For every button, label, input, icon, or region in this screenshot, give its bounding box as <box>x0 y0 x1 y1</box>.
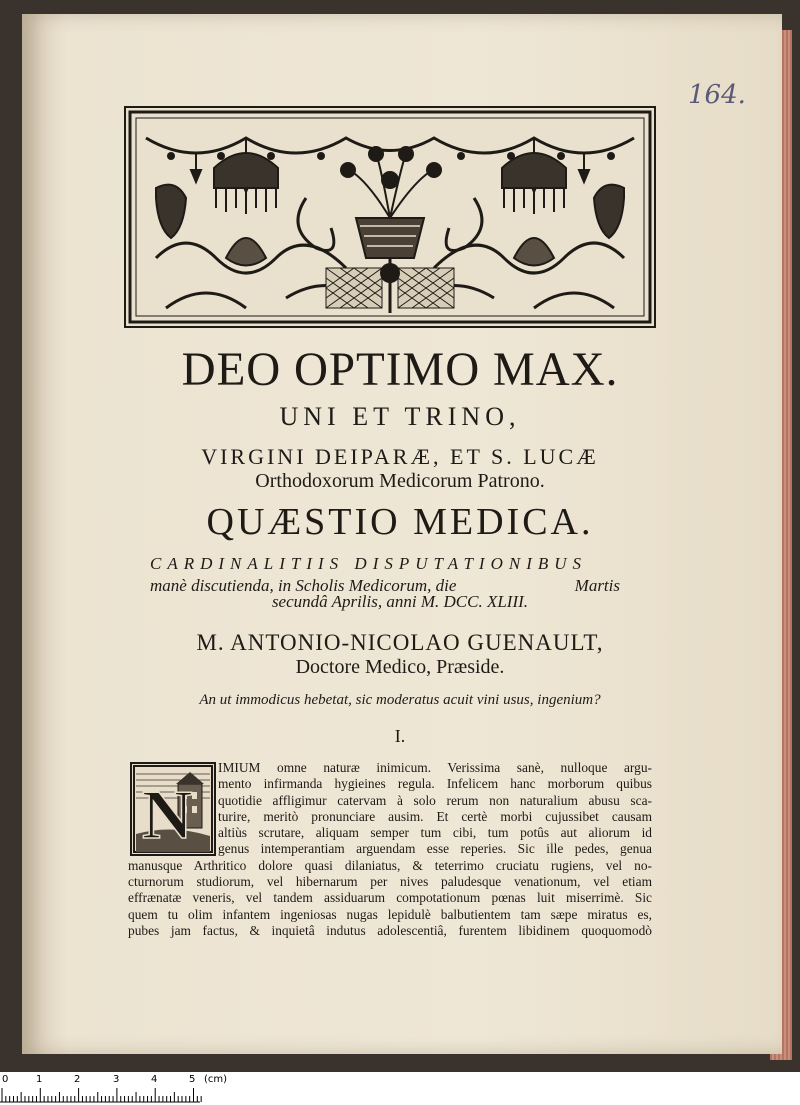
body-text <box>128 760 652 939</box>
body-line: turire, meritò pronunciare ausim. Et certè morbi cujussibet causam <box>218 808 652 824</box>
body-line: quem tu olim infantem ingeniosas nugas lepidulè balbutientem tam sæpe miratus es, <box>128 906 652 922</box>
body-line: genus intemperantiam arguendam esse reperies. Sic ille pedes, genua <box>218 841 652 857</box>
disputation-date: secundâ Aprilis, anni M. DCC. XLIII. <box>271 592 529 611</box>
ruler-label-2: 2 <box>74 1074 81 1085</box>
ruler-ticks <box>0 1086 230 1104</box>
thesis-heading: QUÆSTIO MEDICA. <box>206 501 594 543</box>
disputation-day: Martis <box>574 576 620 595</box>
body-line: manusque Arthritico dolore quasi dilaniatus, & teterrimo cruciatu rugiens, vel no- <box>128 857 652 873</box>
praeses-name: M. ANTONIO-NICOLAO GUENAULT, <box>196 630 604 655</box>
dedication-line-4: Orthodoxorum Medicorum Patrono. <box>255 470 545 492</box>
ruler-label-1: 1 <box>36 1074 43 1085</box>
dedication-line-3: VIRGINI DEIPARÆ, ET S. LUCÆ <box>201 444 599 469</box>
praeses-title: Doctore Medico, Præside. <box>295 656 505 678</box>
dedication-line-2: UNI ET TRINO, <box>279 402 521 431</box>
scale-ruler <box>0 1072 800 1105</box>
ruler-label-5: 5 <box>189 1074 196 1085</box>
body-line: cturnorum studiorum, vel hibernarum per nives paludesque venationum, vel etiam <box>128 874 652 890</box>
body-line: mento infirmanda hygieines regula. Infelicem hanc morborum quibus <box>218 776 652 792</box>
ruler-unit: (cm) <box>204 1074 228 1085</box>
disputation-detail-text: manè discutienda, in Scholis Medicorum, die <box>150 576 457 595</box>
body-line: pubes jam factus, & inquietâ indutus adolescentiâ, furentem libidinem quoquomodò <box>128 922 652 938</box>
ruler-label-3: 3 <box>113 1074 120 1085</box>
body-line: quotidie affligimur catervam à solo rerum non naturalium abusu sca- <box>218 792 652 808</box>
body-line: effrænatæ veneris, vel tandem assiduarum compotationum pœnas luit miserrimè. Sic <box>128 890 652 906</box>
body-line: IMIUM omne naturæ inimicum. Verissima sanè, nulloque argu- <box>218 760 652 775</box>
thesis-question: An ut immodicus hebetat, sic moderatus acuit vini usus, ingenium? <box>199 692 601 708</box>
ruler-label-4: 4 <box>151 1074 158 1085</box>
svg-text:N: N <box>142 777 193 854</box>
ornamental-headpiece <box>124 106 656 328</box>
ruler-label-0: 0 <box>2 1074 9 1085</box>
section-number: I. <box>394 726 406 746</box>
folio-number: 164. <box>688 80 746 110</box>
body-line: altiùs scrutare, aliquam semper tum cibi, tum potûs aut aliorum id <box>218 825 652 841</box>
disputation-line: CARDINALITIIS DISPUTATIONIBUS <box>150 554 588 573</box>
dedication-title: DEO OPTIMO MAX. <box>181 343 619 396</box>
